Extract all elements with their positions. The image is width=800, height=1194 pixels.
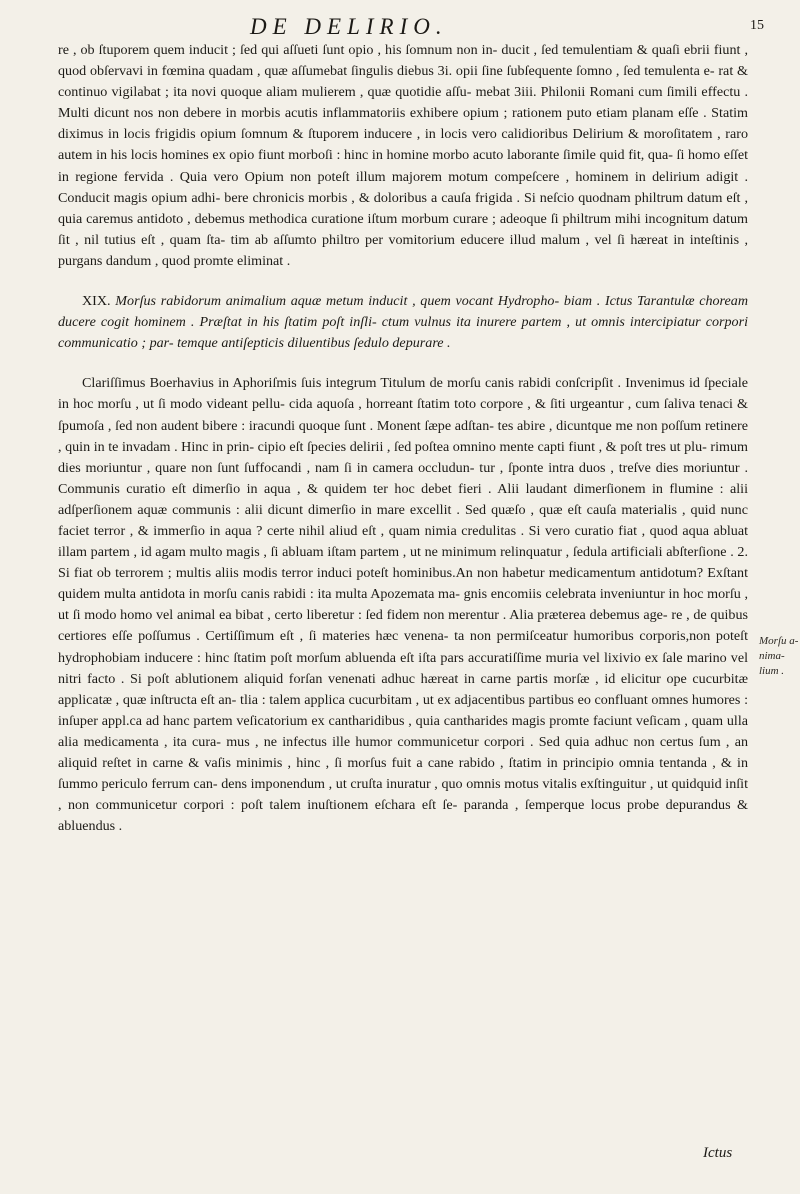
section-xix — [58, 291, 748, 354]
paragraph-boerhavius: Clariſſimus Boerhavius in Aphoriſmis ſuis integrum Titulum de morſu canis rabidi conſcripſit . Invenimus id ſpeciale in hoc morſu , ut ſi modo videant pellu- cida aquoſa , horreant ſtatim toto corpore , & ſiti urgeantur , cum ſaliva tenaci & ſpumoſa , ſed non audent bibere : iracundi quoque ſunt . Monent ſæpe adſtan- tes abire , dicuntque me non poſſum retinere , quin in te invadam . Hinc in prin- cipio eſt ſpecies delirii , ſed poſtea omnino mente capti fiunt , & poſt tres ut plu- rimum dies moriuntur , quare non ſunt ſuffocandi , nam ſi in camera occludun- tur , ſponte intra duos , treſve dies moriuntur . Communis curatio eſt dimerſio in aqua , & quidem ter hoc debet fieri . Alii laudant dimerſionem in flumine : alii adſperſionem aquæ communis : alii dicunt dimerſio in mare excellit . Sed quæſo , quæ eſt cauſa materialis , quid nunc faciet terror , & immerſio in aqua ? certe nihil aliud eſt , quam nimia credulitas . Si vero curatio fiat , quod aqua abluat illam partem , id agam multo magis , ſi abluam iſtam partem , ut ne minimum relinquatur , ſedula artificiali abſterſione . 2. Si fiat ob terrorem ; multis aliis modis terror induci poteſt hominibus.An non habetur medicamentum antidotum? Exſtant quidem multa antidota in morſu canis rabidi : ita multa Apozemata ma- gnis encomiis celebrata inveniuntur in hoc morſu , ut ſi modo homo vel animal ea bibat , certo liberetur : ſed fidem non merentur . Alia præterea debemus age- re , de quibus certiores eſſe poſſumus . Certiſſimum eſt , ſi materies hæc venena- ta non permiſceatur humoribus corporis,non poteſt hydrophobiam inducere : hinc ſtatim poſt morſum abluenda eſt iſta pars accuratiſſime muria vel lixivio ex ſale marino vel nitri facto . Si poſt ablutionem aliquid forſan venenati adhuc hæreat in carne partis morſæ , id elicitur ope cucurbitæ applicatæ , quæ inſtructa eſt an- tlia : talem applica cucurbitam , ut ex adjacentibus partibus eo confluant omnes humores : inſuper appl.ca ad hanc partem veſicatorium ex cantharidibus , quia cantharides magis promte faciunt veſicam , quam ulla alia medicamenta , ita cura- mus , ne infectus ille humor communicetur corpori . Sed quia adhuc non certus ſum , an aliquid reſtet in carne & vaſis minimis , hinc , ſi morſus fuit a cane rabido , ſtatim in principio omnia tentanda , & in ſummo periculo ferrum can- dens imponendum , ut cruſta inuratur , quo omnis motus vitalis exſtinguitur , ut quidquid inſit , non communicetur corpori : poſt talem inuſtionem eſchara eſt ſe- paranda , ſemperque locus probe depurandus & abluendus . — [58, 375, 748, 835]
catchword: Ictus — [703, 1145, 733, 1161]
section-xix-text: Morſus rabidorum animalium aquæ metum inducit , quem vocant Hydropho- biam . Ictus Tarantulæ choream ducere cogit hominem . Præſtat in his ſtatim poſt inſli- ctum vulnus ita inurere partem , ut omnis intercipiatur corpori communicatio ; par- temque antiſepticis diluentibus ſedulo depurare . — [58, 293, 749, 352]
margin-note: Morſu a- nima- lium . — [759, 635, 799, 677]
running-title: DE DELIRIO. — [250, 14, 448, 39]
page-number: 15 — [750, 18, 764, 33]
main-text — [58, 40, 748, 837]
section-numeral: XIX. — [82, 293, 111, 310]
paragraph-opium: re , ob ſtuporem quem inducit ; ſed qui aſſueti ſunt opio , his ſomnum non in- ducit , ſed temulentiam & quaſi ebrii fiunt , quod obſervavi in fœmina quadam , quæ aſſumebat ſingulis diebus 3i. opii ſine ſubſequente ſomno , ſed temulenta e- rat & continuo vigilabat ; ita novi quoque aliam mulierem , quæ quotidie aſſu- mebat 3iii. Philonii Romani cum ſimili effectu . Multi dicunt nos non debere in morbis acutis inflammatoriis exhibere opium ; rationem puto etiam planam eſſe . Statim diximus in locis frigidis opium ſomnum & ſtuporem inducere , in locis vero calidioribus Delirium & moroſitatem , raro autem in his locis homines ex opio fiunt morboſi : hinc in homine morbo acuto laborante ſimile quid fit, qua- ſi homo eſſet in regione fervida . Quia vero Opium non poteſt illum majorem motum compeſcere , hominem in delirium adigit . Conducit magis opium adhi- bere chronicis morbis , & doloribus a cauſa frigida . Si neſcio quodnam philtrum datum eſt , quia caremus antidoto , debemus methodica curatione iſtum morbum curare ; adeoque ſi philtrum mihi incognitum datum ſit , nil tutius eſt , quam ſta- tim ab aſſumto philtro per vomitorium educere illud malum , vel ſi hæreat in inteſtinis , purgans dandum , quod promte eliminat . — [58, 42, 748, 269]
